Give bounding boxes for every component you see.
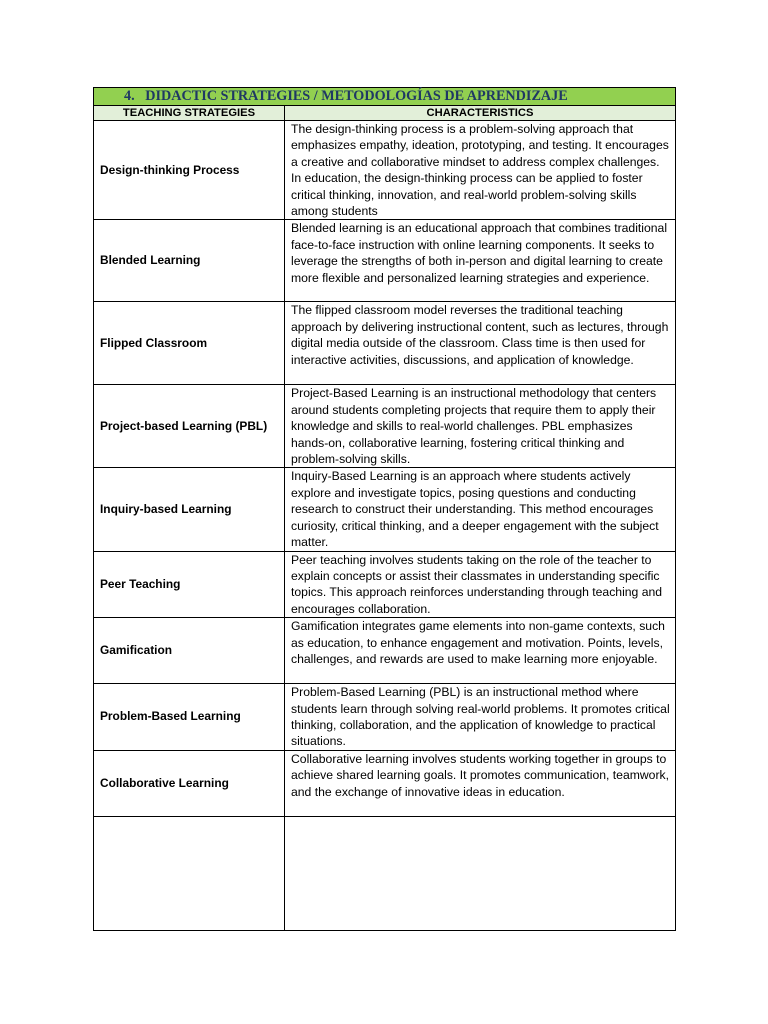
strategy-description: Gamification integrates game elements into non-game contexts, such as education, to enhance engagement and motivation. Points, levels, challenges, and rewards are used to make learning more enjoyable. <box>285 618 676 684</box>
table-row <box>94 121 676 220</box>
section-number: 4. <box>124 88 135 104</box>
table-row <box>94 551 676 618</box>
section-title <box>94 88 676 106</box>
strategy-name: Collaborative Learning <box>94 750 285 816</box>
section-title-row <box>94 88 676 106</box>
strategy-description: The design-thinking process is a problem-solving approach that emphasizes empathy, ideation, prototyping, and testing. It encourages a creative and collaborative mindset to address complex challenges. In education, the design-thinking process can be applied to foster critical thinking, innovation, and real-world problem-solving skills among students <box>285 121 676 220</box>
strategy-description: The flipped classroom model reverses the traditional teaching approach by delivering instructional content, such as lectures, through digital media outside of the classroom. Class time is then used for interactive activities, discussions, and application of knowledge. <box>285 302 676 385</box>
strategy-description: Blended learning is an educational approach that combines traditional face-to-face instruction with online learning components. It seeks to leverage the strengths of both in-person and digital learning to create more flexible and personalized learning strategies and experience. <box>285 220 676 302</box>
strategy-name: Project-based Learning (PBL) <box>94 385 285 468</box>
strategy-name: Gamification <box>94 618 285 684</box>
strategy-description: Inquiry-Based Learning is an approach where students actively explore and investigate topics, posing questions and conducting research to construct their understanding. This method encourages curiosity, critical thinking, and a deeper engagement with the subject matter. <box>285 468 676 551</box>
table-row-empty <box>94 816 676 930</box>
table-row <box>94 684 676 751</box>
didactic-strategies-table <box>93 87 676 931</box>
table-row <box>94 220 676 302</box>
strategy-name: Peer Teaching <box>94 551 285 618</box>
strategy-name: Blended Learning <box>94 220 285 302</box>
column-header-characteristics: CHARACTERISTICS <box>285 106 676 121</box>
strategy-description: Problem-Based Learning (PBL) is an instructional method where students learn through solving real-world problems. It promotes critical thinking, collaboration, and the application of knowledge to practical situations. <box>285 684 676 751</box>
strategy-description <box>285 816 676 930</box>
table-row <box>94 618 676 684</box>
strategy-name: Inquiry-based Learning <box>94 468 285 551</box>
table-row <box>94 385 676 468</box>
strategy-description: Collaborative learning involves students working together in groups to achieve shared learning goals. It promotes communication, teamwork, and the exchange of innovative ideas in education. <box>285 750 676 816</box>
strategy-description: Peer teaching involves students taking on the role of the teacher to explain concepts or assist their classmates in understanding specific topics. This approach reinforces understanding through teaching and encourages collaboration. <box>285 551 676 618</box>
strategy-name: Problem-Based Learning <box>94 684 285 751</box>
table-row <box>94 468 676 551</box>
table-row <box>94 750 676 816</box>
column-header-strategy: TEACHING STRATEGIES <box>94 106 285 121</box>
strategy-name <box>94 816 285 930</box>
strategy-description: Project-Based Learning is an instructional methodology that centers around students completing projects that require them to apply their knowledge and skills to real-world challenges. PBL emphasizes hands-on, collaborative learning, fostering critical thinking and problem-solving skills. <box>285 385 676 468</box>
strategy-name: Design-thinking Process <box>94 121 285 220</box>
section-title-text: DIDACTIC STRATEGIES / METODOLOGÍAS DE APRENDIZAJE <box>145 88 568 104</box>
table-row <box>94 302 676 385</box>
strategy-name: Flipped Classroom <box>94 302 285 385</box>
column-header-row <box>94 106 676 121</box>
